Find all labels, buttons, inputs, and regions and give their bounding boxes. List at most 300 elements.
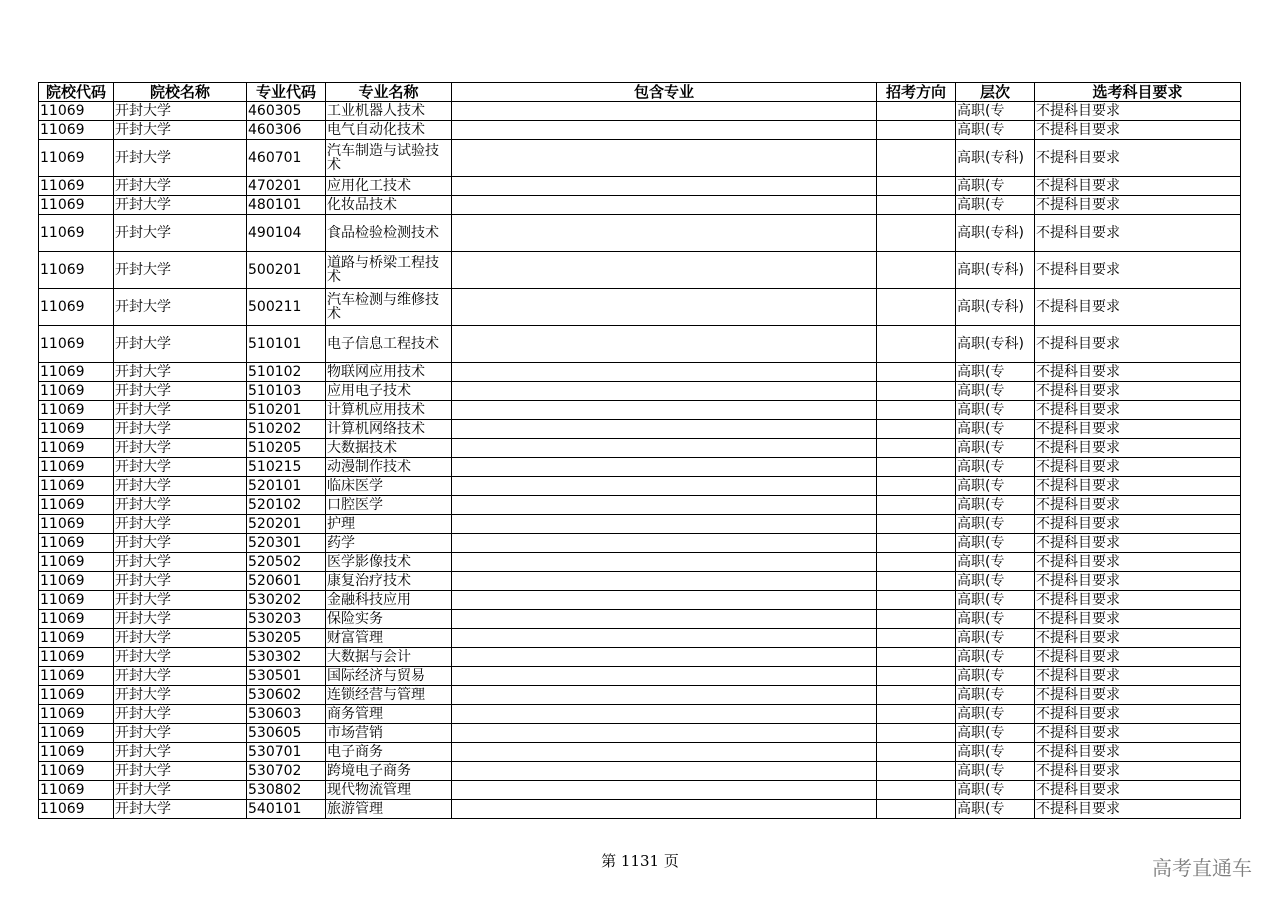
table-row — [39, 762, 1241, 781]
table-row — [39, 705, 1241, 724]
cell-subject-requirement: 不提科目要求 — [1035, 420, 1241, 439]
cell-level: 高职(专 — [956, 572, 1035, 591]
table-row — [39, 252, 1241, 289]
cell-included-majors — [452, 572, 877, 591]
cell-subject-requirement: 不提科目要求 — [1035, 629, 1241, 648]
cell-major-code: 480101 — [247, 196, 326, 215]
cell-major-code: 510101 — [247, 326, 326, 363]
cell-subject-requirement: 不提科目要求 — [1035, 667, 1241, 686]
cell-subject-requirement: 不提科目要求 — [1035, 705, 1241, 724]
cell-school-name: 开封大学 — [114, 686, 247, 705]
cell-included-majors — [452, 629, 877, 648]
header-row — [39, 83, 1241, 102]
cell-major-code: 510102 — [247, 363, 326, 382]
cell-direction — [877, 420, 956, 439]
table-row — [39, 326, 1241, 363]
table-row — [39, 553, 1241, 572]
cell-school-code: 11069 — [39, 591, 114, 610]
cell-direction — [877, 477, 956, 496]
table-row — [39, 496, 1241, 515]
cell-school-code: 11069 — [39, 177, 114, 196]
cell-level: 高职(专 — [956, 102, 1035, 121]
cell-direction — [877, 515, 956, 534]
cell-major-name: 财富管理 — [326, 629, 452, 648]
cell-included-majors — [452, 553, 877, 572]
cell-included-majors — [452, 610, 877, 629]
cell-school-name: 开封大学 — [114, 667, 247, 686]
cell-included-majors — [452, 252, 877, 289]
cell-school-name: 开封大学 — [114, 648, 247, 667]
cell-major-code: 490104 — [247, 215, 326, 252]
cell-school-name: 开封大学 — [114, 439, 247, 458]
cell-school-code: 11069 — [39, 458, 114, 477]
cell-school-name: 开封大学 — [114, 102, 247, 121]
cell-major-code: 530302 — [247, 648, 326, 667]
cell-direction — [877, 629, 956, 648]
cell-school-code: 11069 — [39, 667, 114, 686]
cell-subject-requirement: 不提科目要求 — [1035, 252, 1241, 289]
cell-included-majors — [452, 420, 877, 439]
cell-direction — [877, 743, 956, 762]
table-row — [39, 515, 1241, 534]
cell-level: 高职(专 — [956, 553, 1035, 572]
cell-direction — [877, 648, 956, 667]
cell-major-code: 460306 — [247, 121, 326, 140]
cell-subject-requirement: 不提科目要求 — [1035, 458, 1241, 477]
cell-major-code: 500211 — [247, 289, 326, 326]
cell-major-code: 520201 — [247, 515, 326, 534]
cell-major-name: 药学 — [326, 534, 452, 553]
cell-direction — [877, 215, 956, 252]
cell-school-code: 11069 — [39, 102, 114, 121]
cell-major-name: 旅游管理 — [326, 800, 452, 819]
cell-level: 高职(专 — [956, 401, 1035, 420]
cell-direction — [877, 781, 956, 800]
cell-school-code: 11069 — [39, 439, 114, 458]
table-row — [39, 686, 1241, 705]
cell-level: 高职(专科) — [956, 252, 1035, 289]
cell-level: 高职(专 — [956, 363, 1035, 382]
cell-major-code: 530605 — [247, 724, 326, 743]
cell-level: 高职(专 — [956, 496, 1035, 515]
cell-school-code: 11069 — [39, 629, 114, 648]
cell-major-name: 化妆品技术 — [326, 196, 452, 215]
cell-direction — [877, 326, 956, 363]
admissions-table — [38, 82, 1241, 819]
cell-major-name: 跨境电子商务 — [326, 762, 452, 781]
cell-included-majors — [452, 121, 877, 140]
cell-school-code: 11069 — [39, 743, 114, 762]
cell-level: 高职(专 — [956, 800, 1035, 819]
cell-direction — [877, 382, 956, 401]
cell-major-name: 道路与桥梁工程技术 — [326, 252, 452, 289]
table-row — [39, 382, 1241, 401]
cell-level: 高职(专 — [956, 477, 1035, 496]
cell-major-code: 530202 — [247, 591, 326, 610]
cell-direction — [877, 252, 956, 289]
cell-subject-requirement: 不提科目要求 — [1035, 121, 1241, 140]
table-header — [39, 83, 1241, 102]
cell-level: 高职(专 — [956, 420, 1035, 439]
cell-level: 高职(专 — [956, 196, 1035, 215]
table-row — [39, 215, 1241, 252]
cell-major-name: 国际经济与贸易 — [326, 667, 452, 686]
cell-subject-requirement: 不提科目要求 — [1035, 140, 1241, 177]
cell-major-name: 现代物流管理 — [326, 781, 452, 800]
cell-major-name: 护理 — [326, 515, 452, 534]
cell-direction — [877, 102, 956, 121]
cell-school-code: 11069 — [39, 252, 114, 289]
cell-major-code: 530205 — [247, 629, 326, 648]
cell-major-code: 460701 — [247, 140, 326, 177]
cell-major-name: 大数据技术 — [326, 439, 452, 458]
cell-included-majors — [452, 102, 877, 121]
cell-direction — [877, 196, 956, 215]
cell-subject-requirement: 不提科目要求 — [1035, 743, 1241, 762]
table-row — [39, 196, 1241, 215]
cell-school-name: 开封大学 — [114, 382, 247, 401]
cell-major-name: 电子信息工程技术 — [326, 326, 452, 363]
table-row — [39, 420, 1241, 439]
cell-included-majors — [452, 800, 877, 819]
cell-major-name: 应用电子技术 — [326, 382, 452, 401]
cell-major-code: 510205 — [247, 439, 326, 458]
cell-subject-requirement: 不提科目要求 — [1035, 762, 1241, 781]
cell-subject-requirement: 不提科目要求 — [1035, 515, 1241, 534]
cell-level: 高职(专 — [956, 439, 1035, 458]
cell-major-name: 动漫制作技术 — [326, 458, 452, 477]
cell-subject-requirement: 不提科目要求 — [1035, 363, 1241, 382]
cell-included-majors — [452, 363, 877, 382]
cell-level: 高职(专 — [956, 648, 1035, 667]
cell-school-name: 开封大学 — [114, 762, 247, 781]
header-major-name: 专业名称 — [326, 83, 452, 102]
cell-major-name: 计算机应用技术 — [326, 401, 452, 420]
header-subject-requirement: 选考科目要求 — [1035, 83, 1241, 102]
cell-major-name: 临床医学 — [326, 477, 452, 496]
cell-school-code: 11069 — [39, 420, 114, 439]
cell-school-code: 11069 — [39, 215, 114, 252]
cell-school-name: 开封大学 — [114, 326, 247, 363]
cell-major-code: 520601 — [247, 572, 326, 591]
cell-level: 高职(专 — [956, 743, 1035, 762]
cell-subject-requirement: 不提科目要求 — [1035, 496, 1241, 515]
cell-included-majors — [452, 743, 877, 762]
cell-major-name: 电气自动化技术 — [326, 121, 452, 140]
cell-major-name: 物联网应用技术 — [326, 363, 452, 382]
cell-direction — [877, 686, 956, 705]
cell-included-majors — [452, 686, 877, 705]
cell-subject-requirement: 不提科目要求 — [1035, 553, 1241, 572]
cell-level: 高职(专 — [956, 591, 1035, 610]
cell-included-majors — [452, 177, 877, 196]
cell-included-majors — [452, 781, 877, 800]
cell-direction — [877, 534, 956, 553]
table-row — [39, 102, 1241, 121]
cell-direction — [877, 553, 956, 572]
cell-school-name: 开封大学 — [114, 401, 247, 420]
cell-school-name: 开封大学 — [114, 705, 247, 724]
cell-major-name: 医学影像技术 — [326, 553, 452, 572]
cell-major-code: 520102 — [247, 496, 326, 515]
table-row — [39, 363, 1241, 382]
cell-direction — [877, 140, 956, 177]
cell-included-majors — [452, 496, 877, 515]
cell-major-name: 计算机网络技术 — [326, 420, 452, 439]
table-row — [39, 781, 1241, 800]
cell-level: 高职(专 — [956, 705, 1035, 724]
cell-subject-requirement: 不提科目要求 — [1035, 215, 1241, 252]
cell-school-code: 11069 — [39, 382, 114, 401]
cell-level: 高职(专 — [956, 610, 1035, 629]
cell-direction — [877, 363, 956, 382]
table-row — [39, 439, 1241, 458]
cell-subject-requirement: 不提科目要求 — [1035, 591, 1241, 610]
cell-included-majors — [452, 667, 877, 686]
cell-level: 高职(专 — [956, 534, 1035, 553]
cell-school-name: 开封大学 — [114, 610, 247, 629]
cell-school-name: 开封大学 — [114, 363, 247, 382]
cell-subject-requirement: 不提科目要求 — [1035, 648, 1241, 667]
table-row — [39, 458, 1241, 477]
cell-school-name: 开封大学 — [114, 477, 247, 496]
table-row — [39, 477, 1241, 496]
table-row — [39, 121, 1241, 140]
cell-included-majors — [452, 477, 877, 496]
cell-school-name: 开封大学 — [114, 420, 247, 439]
cell-included-majors — [452, 724, 877, 743]
cell-direction — [877, 705, 956, 724]
cell-subject-requirement: 不提科目要求 — [1035, 781, 1241, 800]
cell-school-code: 11069 — [39, 534, 114, 553]
cell-major-code: 520101 — [247, 477, 326, 496]
cell-major-code: 530602 — [247, 686, 326, 705]
header-included-majors: 包含专业 — [452, 83, 877, 102]
cell-included-majors — [452, 289, 877, 326]
cell-major-name: 汽车检测与维修技术 — [326, 289, 452, 326]
cell-school-name: 开封大学 — [114, 534, 247, 553]
cell-level: 高职(专科) — [956, 289, 1035, 326]
cell-major-code: 510103 — [247, 382, 326, 401]
cell-school-name: 开封大学 — [114, 215, 247, 252]
cell-major-name: 商务管理 — [326, 705, 452, 724]
cell-subject-requirement: 不提科目要求 — [1035, 686, 1241, 705]
cell-included-majors — [452, 439, 877, 458]
cell-school-code: 11069 — [39, 705, 114, 724]
cell-school-code: 11069 — [39, 326, 114, 363]
cell-school-name: 开封大学 — [114, 743, 247, 762]
table-row — [39, 140, 1241, 177]
cell-school-name: 开封大学 — [114, 800, 247, 819]
cell-major-code: 520502 — [247, 553, 326, 572]
cell-major-name: 康复治疗技术 — [326, 572, 452, 591]
cell-direction — [877, 439, 956, 458]
cell-major-code: 530701 — [247, 743, 326, 762]
cell-included-majors — [452, 215, 877, 252]
cell-level: 高职(专科) — [956, 326, 1035, 363]
table-row — [39, 724, 1241, 743]
cell-direction — [877, 591, 956, 610]
cell-school-code: 11069 — [39, 800, 114, 819]
cell-included-majors — [452, 591, 877, 610]
table-body — [39, 102, 1241, 819]
cell-major-name: 连锁经营与管理 — [326, 686, 452, 705]
cell-school-code: 11069 — [39, 121, 114, 140]
cell-direction — [877, 800, 956, 819]
cell-level: 高职(专 — [956, 121, 1035, 140]
cell-school-code: 11069 — [39, 289, 114, 326]
cell-major-code: 530203 — [247, 610, 326, 629]
cell-major-code: 530702 — [247, 762, 326, 781]
cell-major-name: 应用化工技术 — [326, 177, 452, 196]
cell-subject-requirement: 不提科目要求 — [1035, 196, 1241, 215]
cell-school-code: 11069 — [39, 496, 114, 515]
cell-direction — [877, 762, 956, 781]
cell-level: 高职(专科) — [956, 215, 1035, 252]
cell-direction — [877, 610, 956, 629]
cell-school-name: 开封大学 — [114, 724, 247, 743]
cell-school-name: 开封大学 — [114, 781, 247, 800]
table-row — [39, 648, 1241, 667]
cell-level: 高职(专 — [956, 724, 1035, 743]
cell-school-code: 11069 — [39, 363, 114, 382]
cell-subject-requirement: 不提科目要求 — [1035, 326, 1241, 363]
cell-level: 高职(专科) — [956, 140, 1035, 177]
cell-major-name: 食品检验检测技术 — [326, 215, 452, 252]
table-row — [39, 629, 1241, 648]
cell-major-name: 口腔医学 — [326, 496, 452, 515]
cell-major-name: 金融科技应用 — [326, 591, 452, 610]
cell-included-majors — [452, 140, 877, 177]
cell-school-code: 11069 — [39, 648, 114, 667]
cell-school-name: 开封大学 — [114, 252, 247, 289]
cell-subject-requirement: 不提科目要求 — [1035, 610, 1241, 629]
cell-school-code: 11069 — [39, 781, 114, 800]
cell-school-name: 开封大学 — [114, 121, 247, 140]
cell-major-code: 530501 — [247, 667, 326, 686]
cell-subject-requirement: 不提科目要求 — [1035, 572, 1241, 591]
cell-direction — [877, 458, 956, 477]
cell-school-code: 11069 — [39, 140, 114, 177]
cell-major-name: 电子商务 — [326, 743, 452, 762]
cell-level: 高职(专 — [956, 667, 1035, 686]
table-row — [39, 667, 1241, 686]
cell-subject-requirement: 不提科目要求 — [1035, 177, 1241, 196]
cell-included-majors — [452, 648, 877, 667]
cell-school-code: 11069 — [39, 477, 114, 496]
cell-school-code: 11069 — [39, 686, 114, 705]
cell-included-majors — [452, 382, 877, 401]
cell-included-majors — [452, 762, 877, 781]
cell-direction — [877, 667, 956, 686]
cell-subject-requirement: 不提科目要求 — [1035, 800, 1241, 819]
table-row — [39, 177, 1241, 196]
cell-major-code: 510201 — [247, 401, 326, 420]
cell-level: 高职(专 — [956, 382, 1035, 401]
table-row — [39, 743, 1241, 762]
cell-school-code: 11069 — [39, 515, 114, 534]
cell-included-majors — [452, 458, 877, 477]
cell-school-name: 开封大学 — [114, 515, 247, 534]
cell-subject-requirement: 不提科目要求 — [1035, 534, 1241, 553]
cell-level: 高职(专 — [956, 629, 1035, 648]
cell-school-name: 开封大学 — [114, 177, 247, 196]
cell-major-name: 工业机器人技术 — [326, 102, 452, 121]
cell-subject-requirement: 不提科目要求 — [1035, 724, 1241, 743]
cell-direction — [877, 401, 956, 420]
cell-subject-requirement: 不提科目要求 — [1035, 401, 1241, 420]
cell-direction — [877, 289, 956, 326]
cell-level: 高职(专 — [956, 762, 1035, 781]
cell-major-name: 汽车制造与试验技术 — [326, 140, 452, 177]
cell-school-name: 开封大学 — [114, 140, 247, 177]
cell-direction — [877, 121, 956, 140]
cell-level: 高职(专 — [956, 781, 1035, 800]
cell-level: 高职(专 — [956, 458, 1035, 477]
cell-included-majors — [452, 401, 877, 420]
cell-included-majors — [452, 534, 877, 553]
cell-subject-requirement: 不提科目要求 — [1035, 382, 1241, 401]
cell-major-code: 460305 — [247, 102, 326, 121]
cell-direction — [877, 177, 956, 196]
cell-major-code: 530603 — [247, 705, 326, 724]
cell-school-code: 11069 — [39, 196, 114, 215]
cell-school-name: 开封大学 — [114, 289, 247, 326]
cell-major-name: 保险实务 — [326, 610, 452, 629]
cell-school-code: 11069 — [39, 724, 114, 743]
cell-level: 高职(专 — [956, 515, 1035, 534]
table-row — [39, 534, 1241, 553]
cell-level: 高职(专 — [956, 177, 1035, 196]
header-major-code: 专业代码 — [247, 83, 326, 102]
table-row — [39, 572, 1241, 591]
header-direction: 招考方向 — [877, 83, 956, 102]
cell-school-name: 开封大学 — [114, 591, 247, 610]
cell-school-name: 开封大学 — [114, 629, 247, 648]
table-row — [39, 800, 1241, 819]
cell-school-code: 11069 — [39, 762, 114, 781]
cell-major-code: 510202 — [247, 420, 326, 439]
cell-included-majors — [452, 326, 877, 363]
cell-school-code: 11069 — [39, 553, 114, 572]
cell-major-name: 市场营销 — [326, 724, 452, 743]
cell-major-code: 530802 — [247, 781, 326, 800]
cell-school-name: 开封大学 — [114, 553, 247, 572]
table-row — [39, 289, 1241, 326]
table-row — [39, 401, 1241, 420]
cell-included-majors — [452, 515, 877, 534]
cell-included-majors — [452, 196, 877, 215]
cell-level: 高职(专 — [956, 686, 1035, 705]
cell-school-code: 11069 — [39, 401, 114, 420]
watermark-logo: 高考直通车 — [1152, 856, 1252, 880]
cell-major-code: 500201 — [247, 252, 326, 289]
cell-major-name: 大数据与会计 — [326, 648, 452, 667]
cell-school-code: 11069 — [39, 572, 114, 591]
table-row — [39, 591, 1241, 610]
cell-included-majors — [452, 705, 877, 724]
header-level: 层次 — [956, 83, 1035, 102]
cell-school-code: 11069 — [39, 610, 114, 629]
cell-direction — [877, 572, 956, 591]
cell-subject-requirement: 不提科目要求 — [1035, 439, 1241, 458]
cell-major-code: 510215 — [247, 458, 326, 477]
cell-subject-requirement: 不提科目要求 — [1035, 289, 1241, 326]
header-school-code: 院校代码 — [39, 83, 114, 102]
cell-school-name: 开封大学 — [114, 496, 247, 515]
header-school-name: 院校名称 — [114, 83, 247, 102]
cell-major-code: 470201 — [247, 177, 326, 196]
